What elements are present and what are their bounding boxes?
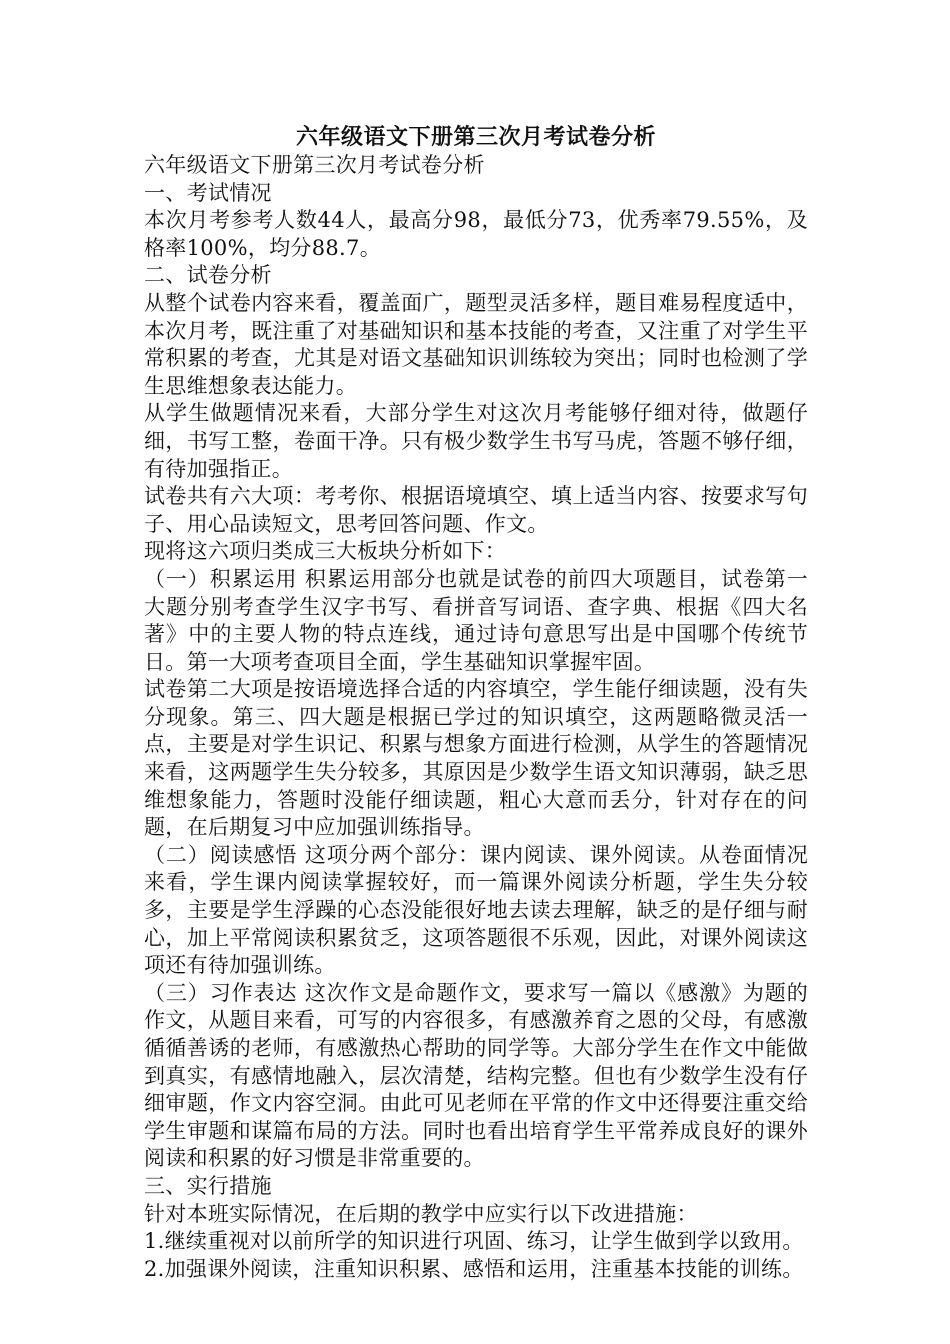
document-title: 六年级语文下册第三次月考试卷分析 — [295, 125, 656, 150]
paragraph-three-sections-intro: 现将这六项归类成三大板块分析如下： — [144, 539, 507, 564]
section-heading-exam-situation: 一、考试情况 — [144, 180, 272, 205]
paragraph-fill-in-items: 试卷第二大项是按语境选择合适的内容填空，学生能仔细读题，没有失分现象。第三、四大题是根据已学过的知识填空，这两题略微灵活一点，主要是对学生识记、积累与想象方面进行检测，从学生的答题情况来看，这两题学生失分较多，其原因是少数学生语文知识薄弱，缺乏思维想象能力，答题时没能仔细读题，粗心大意而丢分，针对存在的问题，在后期复习中应加强训练指导。 — [144, 677, 808, 840]
subtitle-line: 六年级语文下册第三次月考试卷分析 — [144, 153, 485, 177]
section-heading-paper-analysis: 二、试卷分析 — [144, 263, 272, 288]
paragraph-student-performance: 从学生做题情况来看，大部分学生对这次月考能够仔细对待，做题仔细，书写工整，卷面干净。只有极少数学生书写马虎，答题不够仔细，有待加强指正。 — [144, 401, 808, 481]
paragraph-accumulation-use: （一）积累运用 积累运用部分也就是试卷的前四大项题目，试卷第一大题分别考查学生汉字书写、看拼音写词语、查字典、根据《四大名著》中的主要人物的特点连线，通过诗句意思写出是中国哪个传统节日。第一大项考查项目全面，学生基础知识掌握牢固。 — [144, 566, 808, 674]
paragraph-overall-content: 从整个试卷内容来看，覆盖面广，题型灵活多样，题目难易程度适中，本次月考，既注重了对基础知识和基本技能的考查，又注重了对学生平常积累的考查，尤其是对语文基础知识训练较为突出；同时也检测了学生思维想象表达能力。 — [144, 290, 808, 398]
measure-item-2: 2.加强课外阅读，注重知识积累、感悟和运用，注重基本技能的训练。 — [144, 1256, 804, 1281]
document-page — [144, 124, 808, 1283]
paragraph-six-items: 试卷共有六大项：考考你、根据语境填空、填上适当内容、按要求写句子、用心品读短文，思考回答问题、作文。 — [144, 484, 808, 536]
exam-stats-paragraph: 本次月考参考人数44人，最高分98，最低分73，优秀率79.55%，及格率100%，均分88.7。 — [144, 208, 808, 260]
paragraph-reading: （二）阅读感悟 这项分两个部分：课内阅读、课外阅读。从卷面情况来看，学生课内阅读掌握较好，而一篇课外阅读分析题，学生失分较多，主要是学生浮躁的心态没能很好地去读去理解，缺乏的是仔细与耐心，加上平常阅读积累贫乏，这项答题很不乐观，因此，对课外阅读这项还有待加强训练。 — [144, 842, 808, 978]
measure-item-1: 1.继续重视对以前所学的知识进行巩固、练习，让学生做到学以致用。 — [144, 1229, 804, 1254]
paragraph-measures-intro: 针对本班实际情况，在后期的教学中应实行以下改进措施： — [144, 1201, 698, 1226]
paragraph-composition: （三）习作表达 这次作文是命题作文，要求写一篇以《感激》为题的作文，从题目来看，可写的内容很多，有感激养育之恩的父母，有感激循循善诱的老师，有感激热心帮助的同学等。大部分学生在作文中能做到真实，有感情地融入，层次清楚，结构完整。但也有少数学生没有仔细审题，作文内容空洞。由此可见老师在平常的作文中还得要注重交给学生审题和谋篇布局的方法。同时也看出培育学生平常养成良好的课外阅读和积累的好习惯是非常重要的。 — [144, 980, 808, 1171]
section-heading-measures: 三、实行措施 — [144, 1173, 272, 1198]
